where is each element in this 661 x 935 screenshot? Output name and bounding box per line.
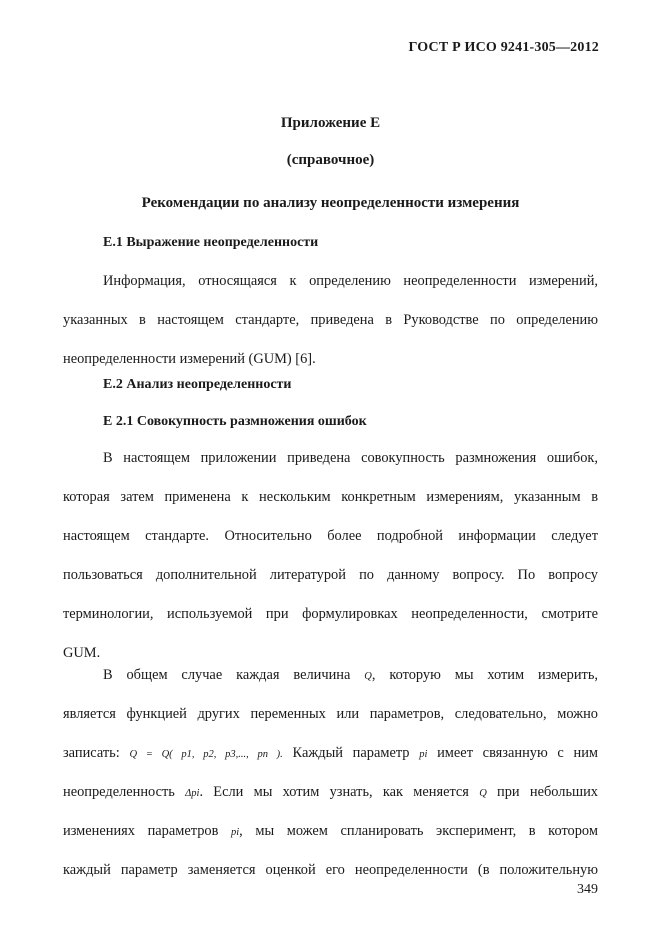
math-variable: pi — [230, 827, 240, 838]
paragraph-line: В настоящем приложении приведена совокупность размножения ошибок, — [103, 450, 598, 466]
paragraph-line: каждый параметр заменяется оценкой его неопределенности (в положительную — [63, 862, 598, 878]
paragraph-line: неопределенности измерений (GUM) [6]. — [63, 351, 316, 367]
section-e2-title: Е.2 Анализ неопределенности — [103, 377, 292, 392]
section-e21-paragraph — [63, 439, 598, 673]
math-formula: Q = Q( p1, p2, p3,..., pn ). — [129, 749, 283, 760]
paragraph-line: настоящем стандарте. Относительно более подробной информации следует — [63, 528, 598, 544]
paragraph-line: которая затем применена к нескольким конкретным измерениям, указанным в — [63, 489, 598, 505]
section-e1-title: Е.1 Выражение неопределенности — [103, 235, 319, 250]
section-e1-paragraph — [63, 262, 598, 379]
paragraph-line: указанных в настоящем стандарте, приведена в Руководстве по определению — [63, 312, 598, 328]
page-number: 349 — [577, 882, 598, 897]
paragraph-line: записать: Q = Q( p1, p2, p3,..., pn ). Каждый параметр pi имеет связанную с ним — [63, 745, 599, 761]
section-e21-paragraph-2 — [63, 656, 598, 890]
math-variable: Q — [479, 788, 487, 799]
appendix-heading: Рекомендации по анализу неопределенности измерения — [141, 195, 520, 211]
paragraph-line: терминологии, используемой при формулировках неопределенности, смотрите — [63, 606, 598, 622]
paragraph-line: Информация, относящаяся к определению неопределенности измерений, — [103, 273, 598, 289]
document-header: ГОСТ Р ИСО 9241-305—2012 — [408, 40, 599, 55]
paragraph-line: В общем случае каждая величина Q, которую мы хотим измерить, — [103, 667, 598, 683]
math-variable: Q — [364, 671, 372, 682]
section-e21-title: Е 2.1 Совокупность размножения ошибок — [103, 414, 367, 429]
paragraph-line: изменениях параметров pi, мы можем спланировать эксперимент, в котором — [63, 823, 598, 839]
appendix-title: Приложение Е — [280, 115, 381, 131]
paragraph-line: пользоваться дополнительной литературой по данному вопросу. По вопросу — [63, 567, 598, 583]
math-variable: Δpi — [185, 788, 200, 799]
appendix-subtitle: (справочное) — [286, 152, 375, 168]
paragraph-line: неопределенность Δpi. Если мы хотим узнать, как меняется Q при небольших — [63, 784, 599, 800]
paragraph-line: GUM. — [63, 645, 101, 661]
math-variable: pi — [419, 749, 428, 760]
paragraph-line: является функцией других переменных или параметров, следовательно, можно — [63, 706, 598, 722]
